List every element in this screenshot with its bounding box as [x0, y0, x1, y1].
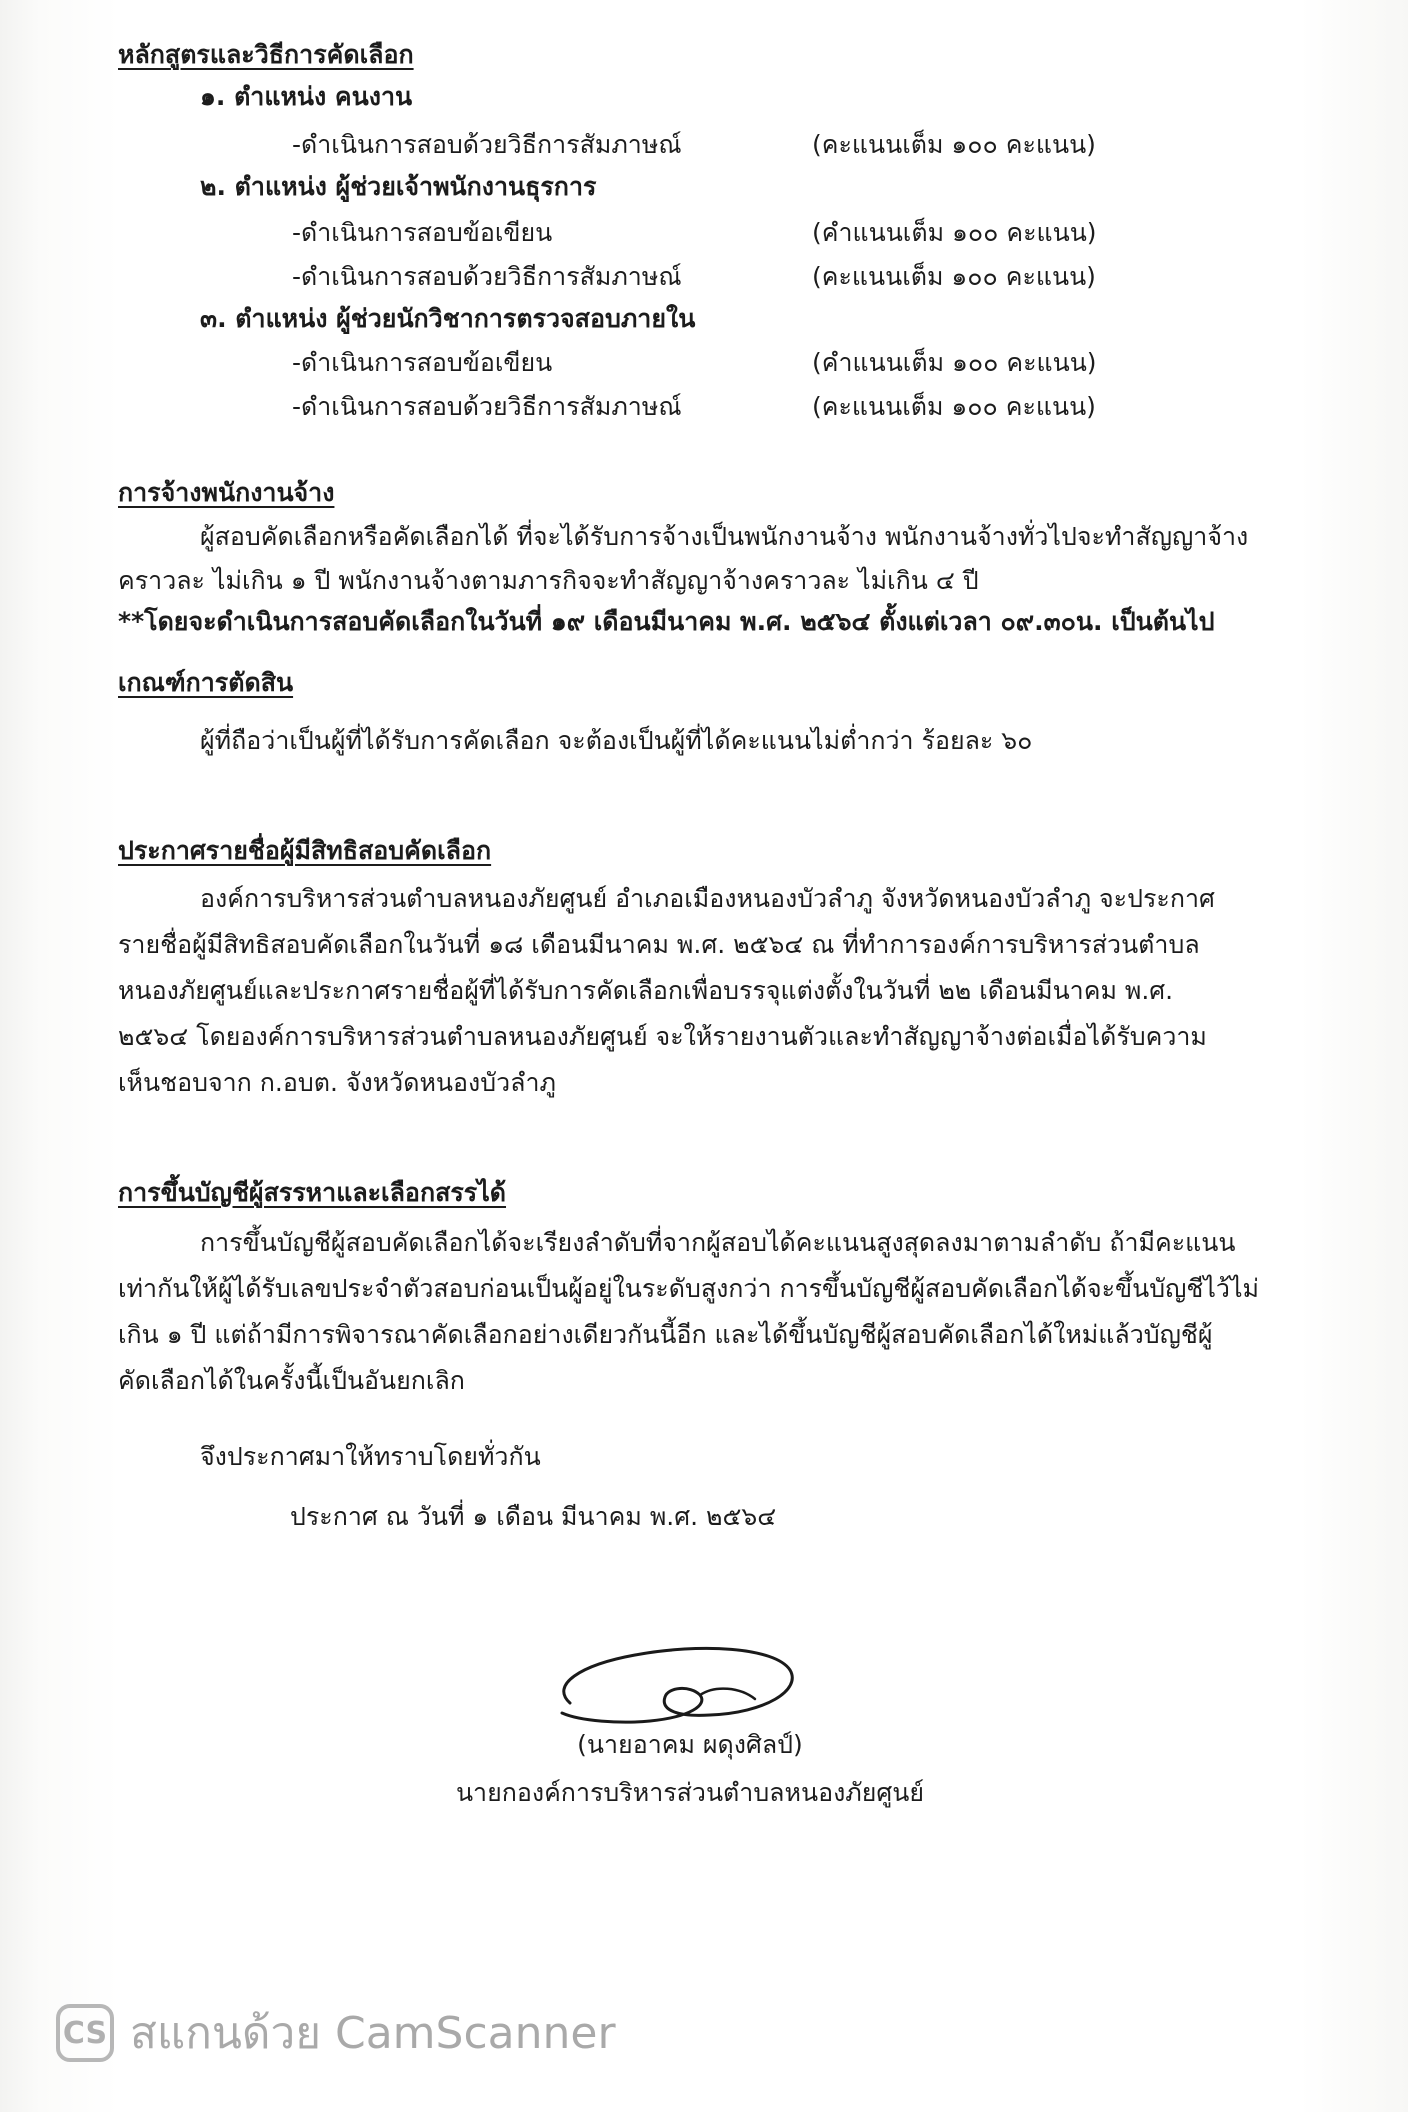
position-1-title: ๑. ตำแหน่ง คนงาน — [200, 82, 413, 111]
announcement-line-4: ๒๕๖๔ โดยองค์การบริหารส่วนตำบลหนองภัยศูนย์ จะให้รายงานตัวและทำสัญญาจ้างต่อเมื่อได้รับความ — [118, 1022, 1207, 1051]
announcement-line-2: รายชื่อผู้มีสิทธิสอบคัดเลือกในวันที่ ๑๘ เดือนมีนาคม พ.ศ. ๒๕๖๔ ณ ที่ทำการองค์การบริหารส่วนตำบล — [118, 930, 1200, 959]
closing-date: ประกาศ ณ วันที่ ๑ เดือน มีนาคม พ.ศ. ๒๕๖๔ — [290, 1502, 777, 1531]
announcement-line-1: องค์การบริหารส่วนตำบลหนองภัยศูนย์ อำเภอเมืองหนองบัวลำภู จังหวัดหนองบัวลำภู จะประกาศ — [200, 884, 1215, 913]
registry-line-1: การขึ้นบัญชีผู้สอบคัดเลือกได้จะเรียงลำดับที่จากผู้สอบได้คะแนนสูงสุดลงมาตามลำดับ ถ้ามีคะแนน — [200, 1228, 1236, 1257]
announcement-line-5: เห็นชอบจาก ก.อบต. จังหวัดหนองบัวลำภู — [118, 1068, 556, 1097]
employment-heading: การจ้างพนักงานจ้าง — [118, 478, 335, 507]
camscanner-watermark — [56, 1998, 616, 2068]
position-2-method-1: -ดำเนินการสอบข้อเขียน — [292, 218, 553, 247]
employment-line-2: คราวละ ไม่เกิน ๑ ปี พนักงานจ้างตามภารกิจจะทำสัญญาจ้างคราวละ ไม่เกิน ๔ ปี — [118, 566, 979, 595]
position-2-score-1: (คำแนนเต็ม ๑๐๐ คะแนน) — [812, 218, 1097, 247]
registry-line-2: เท่ากันให้ผู้ได้รับเลขประจำตัวสอบก่อนเป็นผู้อยู่ในระดับสูงกว่า การขึ้นบัญชีผู้สอบคัดเลือกได้จะขึ้นบัญชีไว้ไม่ — [118, 1274, 1260, 1303]
employment-note: **โดยจะดำเนินการสอบคัดเลือกในวันที่ ๑๙ เดือนมีนาคม พ.ศ. ๒๕๖๔ ตั้งแต่เวลา ๐๙.๓๐น. เป็นต้นไป — [118, 607, 1215, 636]
position-3-score-1: (คำแนนเต็ม ๑๐๐ คะแนน) — [812, 348, 1097, 377]
criteria-heading: หลักสูตรและวิธีการคัดเลือก — [118, 40, 414, 69]
position-2-method-2: -ดำเนินการสอบด้วยวิธีการสัมภาษณ์ — [292, 262, 682, 291]
signature-drawing — [540, 1625, 820, 1735]
signatory-title: นายกองค์การบริหารส่วนตำบลหนองภัยศูนย์ — [455, 1778, 925, 1807]
judgment-text: ผู้ที่ถือว่าเป็นผู้ที่ได้รับการคัดเลือก จะต้องเป็นผู้ที่ได้คะแนนไม่ต่ำกว่า ร้อยละ ๖๐ — [200, 726, 1033, 755]
employment-line-1: ผู้สอบคัดเลือกหรือคัดเลือกได้ ที่จะได้รับการจ้างเป็นพนักงานจ้าง พนักงานจ้างทั่วไปจะทำสัญญาจ้าง — [200, 522, 1249, 551]
closing-text: จึงประกาศมาให้ทราบโดยทั่วกัน — [200, 1442, 541, 1471]
registry-line-3: เกิน ๑ ปี แต่ถ้ามีการพิจารณาคัดเลือกอย่างเดียวกันนี้อีก และได้ขึ้นบัญชีผู้สอบคัดเลือกได้ใหม่แล้วบัญชีผู้ — [118, 1320, 1213, 1349]
position-1-score-1: (คะแนนเต็ม ๑๐๐ คะแนน) — [812, 130, 1096, 159]
camscanner-text: สแกนด้วย CamScanner — [130, 2008, 616, 2059]
position-3-method-1: -ดำเนินการสอบข้อเขียน — [292, 348, 553, 377]
position-1-method-1: -ดำเนินการสอบด้วยวิธีการสัมภาษณ์ — [292, 130, 682, 159]
camscanner-logo-icon: CS — [56, 2004, 114, 2062]
position-2-score-2: (คะแนนเต็ม ๑๐๐ คะแนน) — [812, 262, 1096, 291]
position-3-title: ๓. ตำแหน่ง ผู้ช่วยนักวิชาการตรวจสอบภายใน — [200, 304, 696, 333]
judgment-heading: เกณฑ์การตัดสิน — [118, 668, 294, 697]
registry-heading: การขึ้นบัญชีผู้สรรหาและเลือกสรรได้ — [118, 1178, 507, 1207]
position-3-score-2: (คะแนนเต็ม ๑๐๐ คะแนน) — [812, 392, 1096, 421]
position-2-title: ๒. ตำแหน่ง ผู้ช่วยเจ้าพนักงานธุรการ — [200, 172, 597, 201]
signatory-name: (นายอาคม ผดุงศิลป์) — [577, 1730, 803, 1759]
position-3-method-2: -ดำเนินการสอบด้วยวิธีการสัมภาษณ์ — [292, 392, 682, 421]
registry-line-4: คัดเลือกได้ในครั้งนี้เป็นอันยกเลิก — [118, 1366, 465, 1395]
announcement-heading: ประกาศรายชื่อผู้มีสิทธิสอบคัดเลือก — [118, 836, 492, 865]
announcement-line-3: หนองภัยศูนย์และประกาศรายชื่อผู้ที่ได้รับการคัดเลือกเพื่อบรรจุแต่งตั้งในวันที่ ๒๒ เดือนมีนาคม พ.ศ. — [118, 976, 1174, 1005]
